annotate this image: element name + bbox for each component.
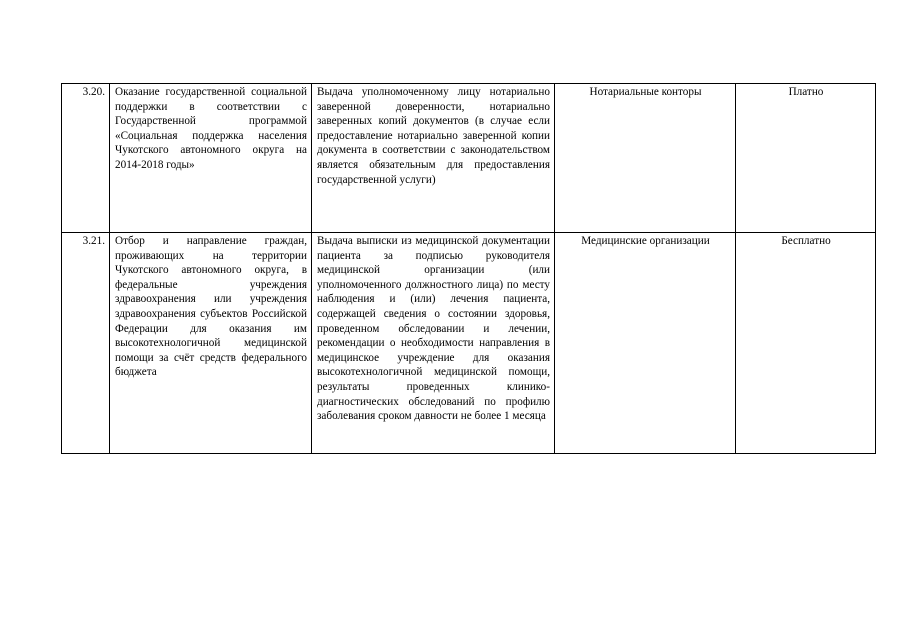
issuing-organization: Нотариальные конторы xyxy=(555,84,736,233)
row-number: 3.21. xyxy=(62,233,110,454)
required-documents: Выдача уполномоченному лицу нотариально заверенной доверенности, нотариально заверенных копий документов (в случае если предоставление нотариально заверенной копии документа в соответствии с законодательством является обязательным для предоставления государственной услуги) xyxy=(312,84,555,233)
fee-status: Платно xyxy=(736,84,876,233)
service-description: Оказание государственной социальной поддержки в соответствии с Государственной программой «Социальная поддержка населения Чукотского автономного округа на 2014-2018 годы» xyxy=(110,84,312,233)
required-documents: Выдача выписки из медицинской документации пациента за подписью руководителя медицинской организации (или уполномоченного должностного лица) по месту наблюдения и (или) лечения пациента, содержащей сведения о состоянии здоровья, проведенном обследовании и лечении, рекомендации о необходимости направления в медицинское учреждение для оказания высокотехнологичной медицинской помощи, результаты проведенных клинико-диагностических обследований по профилю заболевания сроком давности не более 1 месяца xyxy=(312,233,555,454)
fee-status: Бесплатно xyxy=(736,233,876,454)
services-table xyxy=(61,83,876,454)
service-description: Отбор и направление граждан, проживающих на территории Чукотского автономного округа, в федеральные учреждения здравоохранения или учреждения здравоохранения субъектов Российской Федерации для оказания им высокотехнологичной медицинской помощи за счёт средств федерального бюджета xyxy=(110,233,312,454)
table-row xyxy=(62,233,876,454)
table-row xyxy=(62,84,876,233)
issuing-organization: Медицинские организации xyxy=(555,233,736,454)
row-number: 3.20. xyxy=(62,84,110,233)
